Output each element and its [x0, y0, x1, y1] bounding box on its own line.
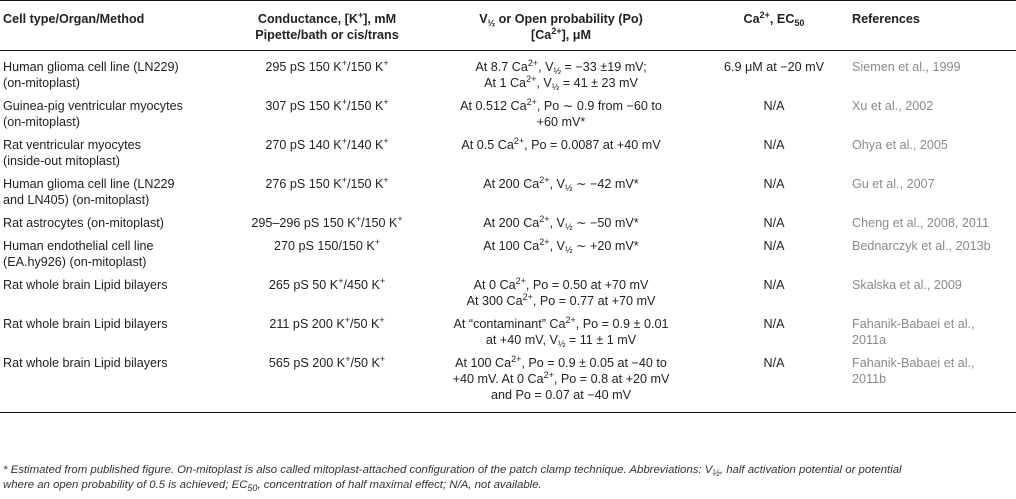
cell-type-line: Rat whole brain Lipid bilayers — [3, 356, 168, 370]
conductance-value: 295–296 pS 150 K+/150 K+ — [251, 214, 403, 230]
ec50-value: N/A — [700, 351, 848, 413]
table-row — [0, 51, 1016, 95]
header-open-probability-line2: $[Ca^{2+}]$, μM — [531, 26, 591, 42]
reference-citation: Siemen et al., 1999 — [852, 60, 961, 74]
reference-citation: Bednarczyk et al., 2013b — [852, 239, 991, 253]
cell-type — [0, 273, 232, 312]
cell-type-line: (EA.hy926) (on-mitoplast) — [3, 255, 147, 269]
ec50-value: N/A — [763, 99, 785, 113]
reference-citation: Fahanik-Babaei et al., 2011b — [848, 351, 1016, 413]
cell-type-line: Human endothelial cell line — [3, 239, 154, 253]
cell-type — [0, 211, 232, 234]
cell-type-line: Guinea-pig ventricular myocytes — [3, 99, 183, 113]
header-conductance — [232, 1, 422, 51]
cell-type-line: Rat astrocytes (on-mitoplast) — [3, 216, 164, 230]
open-probability-value-line: At 0.5 $Ca^{2+}$, Po = 0.0087 at +40 mV — [461, 136, 661, 152]
table-footnote — [3, 463, 1013, 493]
open-probability-value — [422, 94, 700, 133]
cell-type-line: Human glioma cell line (LN229) — [3, 60, 179, 74]
reference-citation: Cheng et al., 2008, 2011 — [852, 216, 990, 230]
header-conductance-line1: Conductance, [K+], mM — [257, 10, 397, 26]
cell-type-line: Rat ventricular myocytes — [3, 138, 141, 152]
open-probability-value-line: At 1 $Ca^{2+}$, $V_{\frac{1}{2}} = 41 \pm 23$ mV — [484, 74, 638, 92]
table-row — [0, 312, 1016, 351]
open-probability-value — [422, 312, 700, 351]
open-probability-value-line: At 200 $Ca^{2+}$, $V_{\frac{1}{2}}$ ∼ −42 mV* — [483, 175, 639, 193]
cell-type-line: and LN405) (on-mitoplast) — [3, 193, 150, 207]
cell-type-line: Rat whole brain Lipid bilayers — [3, 317, 168, 331]
table-row — [0, 273, 1016, 312]
ec50-value: N/A — [763, 216, 785, 230]
open-probability-value-line: and Po = 0.07 at −40 mV — [490, 388, 632, 402]
cell-type-line: (on-mitoplast) — [3, 76, 80, 90]
conductance-value: 276 pS 150 K+/150 K+ — [265, 175, 389, 191]
ec50-value: N/A — [763, 317, 785, 331]
ec50-value: N/A — [763, 177, 785, 191]
header-open-probability — [422, 1, 700, 51]
conductance-value: 211 pS 200 K+/50 K+ — [269, 315, 385, 331]
footnote-line: where an open probability of 0.5 is achieved; $EC_{50}$, concentration of half maximal effect; N/A, not available. — [3, 479, 542, 493]
table-row — [0, 172, 1016, 211]
reference-citation: Gu et al., 2007 — [852, 177, 935, 191]
table-row — [0, 234, 1016, 273]
table-header — [0, 1, 1016, 51]
open-probability-value-line: At 0.512 $Ca^{2+}$, Po ∼ 0.9 from −60 to — [460, 97, 662, 113]
cell-type — [0, 351, 232, 413]
reference-citation: Skalska et al., 2009 — [852, 278, 962, 292]
ec50-value: N/A — [763, 138, 785, 152]
header-cell-type: Cell type/Organ/Method — [0, 1, 232, 51]
header-row — [0, 1, 1016, 51]
conductance-value: 307 pS 150 K+/150 K+ — [265, 97, 389, 113]
cell-type-line: Rat whole brain Lipid bilayers — [3, 278, 168, 292]
conductance-value: 270 pS 150/150 K+ — [273, 237, 381, 253]
open-probability-value-line: At 0 $Ca^{2+}$, Po = 0.50 at +70 mV — [473, 276, 649, 292]
open-probability-value-line: At 100 $Ca^{2+}$, Po = 0.9 ± 0.05 at −40 to — [455, 354, 667, 370]
cell-type — [0, 133, 232, 172]
table-row — [0, 351, 1016, 413]
open-probability-value — [422, 351, 700, 413]
ec50-value: 6.9 μM at −20 mV — [723, 60, 824, 74]
conductance-value: 295 pS 150 K+/150 K+ — [265, 58, 389, 74]
open-probability-value-line: At 200 $Ca^{2+}$, $V_{\frac{1}{2}}$ ∼ −50 mV* — [483, 214, 639, 232]
open-probability-value — [422, 172, 700, 211]
header-open-probability-line1: $V_{\frac{1}{2}}$ or Open probability (Po) — [479, 12, 643, 28]
open-probability-value-line: At “contaminant” $Ca^{2+}$, Po = 0.9 ± 0.01 — [453, 315, 669, 331]
open-probability-value-line: At 100 $Ca^{2+}$, $V_{\frac{1}{2}}$ ∼ +20 mV* — [483, 237, 639, 255]
open-probability-value-line: +60 mV* — [536, 115, 586, 129]
open-probability-value — [422, 51, 700, 95]
header-ec50: $Ca^{2+}$, $EC_{50}$ — [700, 1, 848, 51]
open-probability-value-line: at +40 mV, $V_{\frac{1}{2}} = 11 \pm 1$ mV — [485, 333, 637, 349]
reference-citation: Fahanik-Babaei et al., 2011a — [852, 317, 975, 347]
cell-type — [0, 234, 232, 273]
cell-type — [0, 172, 232, 211]
table-row — [0, 211, 1016, 234]
conductance-value: 265 pS 50 K+/450 K+ — [268, 276, 386, 292]
ec50-value: N/A — [763, 239, 785, 253]
cell-type — [0, 312, 232, 351]
open-probability-value — [422, 234, 700, 273]
open-probability-value — [422, 273, 700, 312]
header-references: References — [848, 1, 1016, 51]
cell-type — [0, 94, 232, 133]
open-probability-value-line: At 300 $Ca^{2+}$, Po = 0.77 at +70 mV — [466, 292, 656, 308]
ec50-value: N/A — [763, 278, 785, 292]
header-conductance-line2: Pipette/bath or cis/trans — [255, 28, 399, 42]
conductance-value: 270 pS 140 K+/140 K+ — [265, 136, 389, 152]
open-probability-value — [422, 211, 700, 234]
open-probability-value-line: +40 mV. At 0 $Ca^{2+}$, Po = 0.8 at +20 mV — [452, 370, 670, 386]
footnote-line: * Estimated from published figure. On-mitoplast is also called mitoplast-attached configuration of the patch clamp technique. Abbreviations: $V_{\frac{1}{2}}$, half activation potential or potential — [3, 464, 902, 478]
table-body — [0, 51, 1016, 413]
reference-citation: Xu et al., 2002 — [852, 99, 934, 113]
conductance-value: 565 pS 200 K+/50 K+ — [232, 351, 422, 413]
cell-type — [0, 51, 232, 95]
cell-type-line: Human glioma cell line (LN229 — [3, 177, 175, 191]
cell-type-line: (on-mitoplast) — [3, 115, 80, 129]
open-probability-value-line: At 8.7 $Ca^{2+}$, $V_{\frac{1}{2}} = -33 \pm 19$ mV; — [475, 58, 647, 76]
table-row — [0, 94, 1016, 133]
table-row — [0, 133, 1016, 172]
open-probability-value — [422, 133, 700, 172]
reference-citation: Ohya et al., 2005 — [852, 138, 948, 152]
cell-type-line: (inside-out mitoplast) — [3, 154, 120, 168]
